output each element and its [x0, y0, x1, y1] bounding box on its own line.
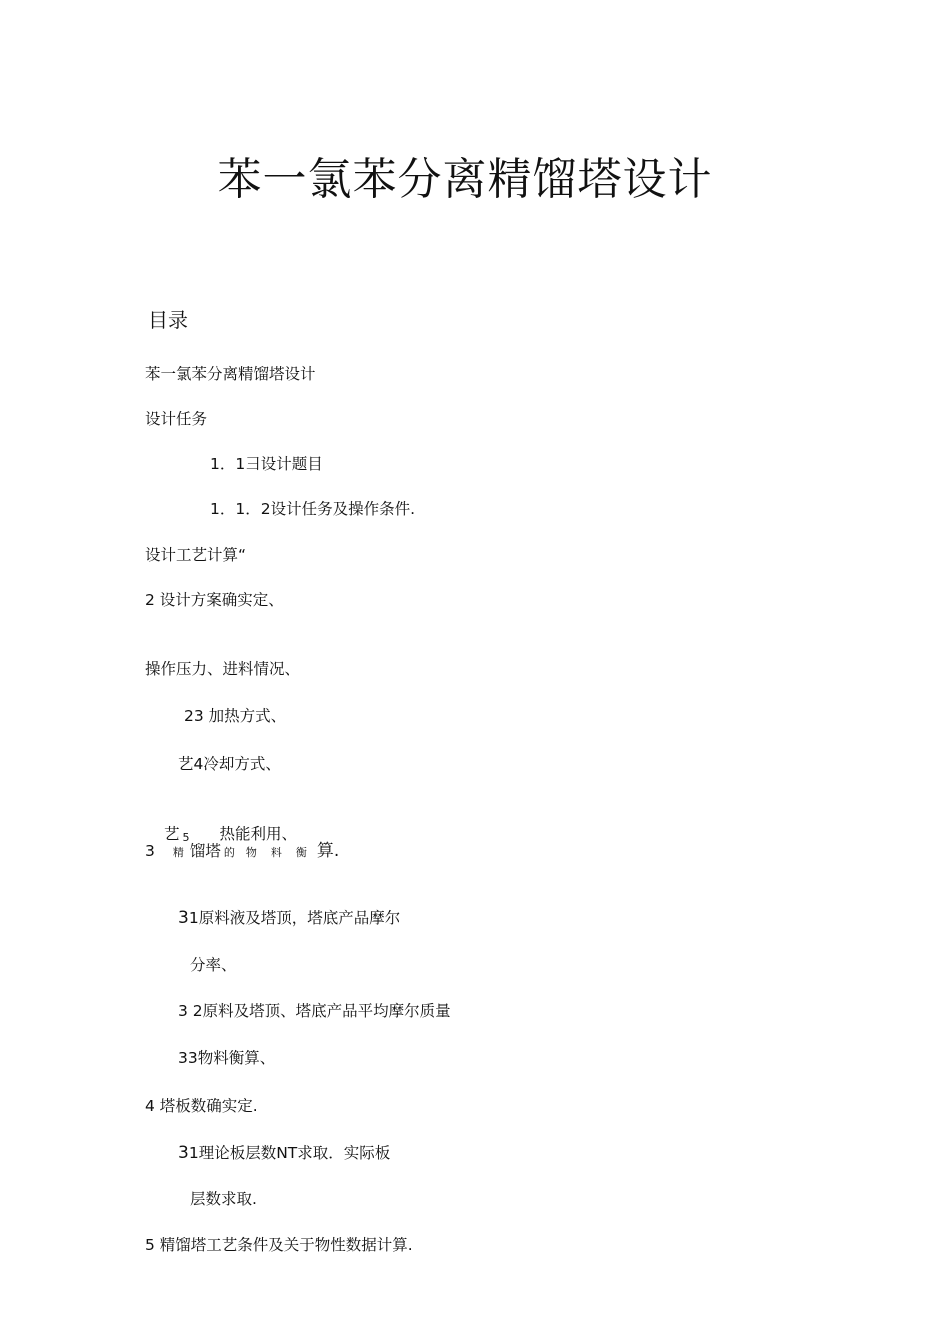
toc-number: 3 — [178, 1143, 189, 1163]
toc-entry-mass-balance[interactable]: 33物料衡算、 — [178, 1049, 276, 1067]
toc-number: 3 — [145, 842, 155, 860]
toc-entry-actual-plates[interactable]: 层数求取. — [190, 1190, 257, 1208]
toc-fragment: 1理论板层数NT求取．实际板 — [188, 1144, 391, 1162]
page-title: 苯一氯苯分离精馏塔设计 — [217, 154, 713, 205]
toc-fragment: 料 — [270, 846, 282, 859]
toc-fragment: 馏塔 — [189, 842, 221, 860]
toc-entry-design-topic[interactable]: 1．1彐设计题目 — [210, 455, 323, 473]
toc-entry-mole-fraction-cont[interactable]: 分率、 — [190, 956, 237, 974]
toc-entry-heating-method[interactable]: 23 加热方式、 — [184, 707, 287, 725]
toc-entry-mole-fraction[interactable] — [178, 907, 400, 929]
toc-fragment: 衡 — [295, 846, 307, 859]
toc-fragment: 算. — [316, 841, 340, 861]
toc-entry-theoretical-plates[interactable] — [178, 1142, 390, 1164]
toc-fragment: 艺 — [164, 825, 180, 843]
toc-entry-design-task[interactable]: 设计任务 — [145, 410, 208, 428]
toc-fragment: 热能利用、 — [219, 825, 298, 843]
toc-fragment: 5 — [182, 831, 190, 844]
toc-fragment: 物 — [245, 846, 257, 859]
toc-entry-process-calculation[interactable]: 设计工艺计算“ — [145, 546, 247, 564]
toc-entry-design-scheme[interactable]: 2 设计方案确实定、 — [145, 591, 284, 609]
toc-entry-physical-properties[interactable]: 5 精馏塔工艺条件及关于物性数据计算. — [145, 1236, 413, 1254]
toc-entry-average-molar-mass[interactable]: 3 2原料及塔顶、塔底产品平均摩尔质量 — [178, 1002, 451, 1020]
toc-fragment: 精 — [172, 846, 184, 859]
toc-entry-operating-pressure[interactable]: 操作压力、进料情况、 — [145, 660, 301, 678]
toc-entry-task-conditions[interactable]: 1．1．2设计任务及操作条件. — [210, 500, 416, 518]
toc-entry-document-title[interactable]: 苯一氯苯分离精馏塔设计 — [145, 365, 316, 383]
toc-entry-cooling-method[interactable]: 艺4冷却方式、 — [178, 755, 281, 773]
toc-number: 3 — [178, 908, 189, 928]
toc-heading: 目录 — [148, 308, 188, 332]
toc-entry-plate-number[interactable]: 4 塔板数确实定. — [145, 1097, 258, 1115]
toc-entry-material-balance[interactable] — [145, 840, 339, 864]
toc-fragment: 1原料液及塔顶，塔底产品摩尔 — [188, 909, 401, 927]
toc-fragment: 的 — [223, 846, 235, 859]
